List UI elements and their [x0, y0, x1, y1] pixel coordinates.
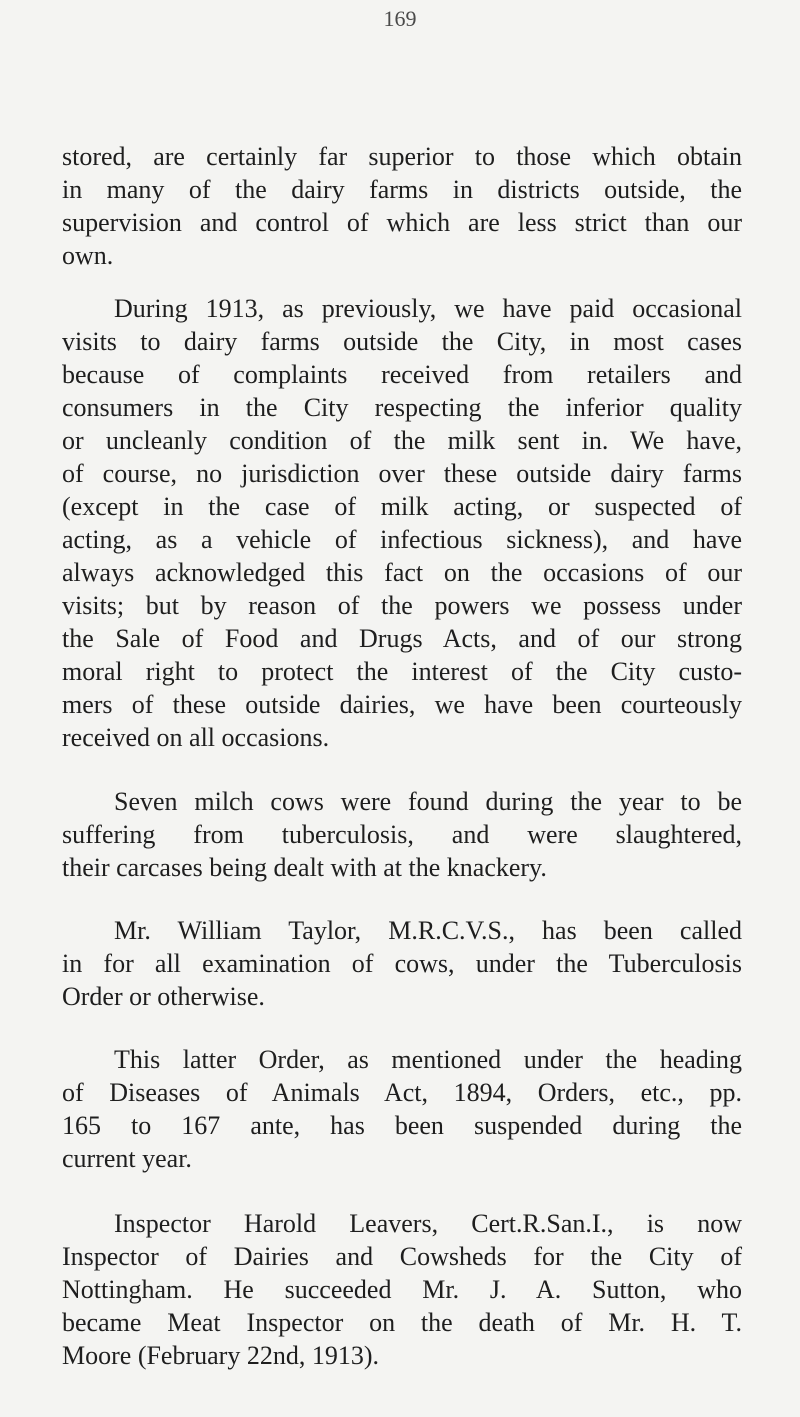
text-line: became Meat Inspector on the death of Mr. H. T.: [62, 1308, 742, 1337]
text-line: or uncleanly condition of the milk sent in. We have,: [62, 426, 742, 455]
text-line: This latter Order, as mentioned under the heading: [114, 1045, 742, 1074]
text-line: Inspector Harold Leavers, Cert.R.San.I., is now: [114, 1209, 742, 1238]
paragraph-2: [62, 292, 742, 754]
text-line: mers of these outside dairies, we have been courteously: [62, 690, 742, 719]
paragraph-3: [62, 785, 742, 884]
text-line: Inspector of Dairies and Cowsheds for the City of: [62, 1242, 742, 1271]
text-line: Order or otherwise.: [62, 982, 265, 1011]
paragraph-5: [62, 1043, 742, 1175]
text-line: visits; but by reason of the powers we possess under: [62, 591, 742, 620]
text-line: (except in the case of milk acting, or suspected of: [62, 492, 742, 521]
text-line: because of complaints received from retailers and: [62, 360, 742, 389]
text-line: visits to dairy farms outside the City, in most cases: [62, 327, 742, 356]
text-line: of Diseases of Animals Act, 1894, Orders, etc., pp.: [62, 1078, 742, 1107]
text-line: the Sale of Food and Drugs Acts, and of our strong: [62, 624, 742, 653]
text-line: own.: [62, 241, 114, 270]
text-line: stored, are certainly far superior to those which obtain: [62, 142, 742, 171]
paragraph-1: [62, 140, 742, 272]
text-line: Seven milch cows were found during the year to be: [114, 787, 742, 816]
text-line: in for all examination of cows, under the Tuberculosis: [62, 949, 742, 978]
text-line: Mr. William Taylor, M.R.C.V.S., has been called: [114, 916, 742, 945]
text-line: acting, as a vehicle of infectious sickness), and have: [62, 525, 742, 554]
text-line: Nottingham. He succeeded Mr. J. A. Sutton, who: [62, 1275, 742, 1304]
paragraph-6: [62, 1207, 742, 1372]
text-line: moral right to protect the interest of the City custo-: [62, 657, 742, 686]
text-line: always acknowledged this fact on the occasions of our: [62, 558, 742, 587]
text-line: suffering from tuberculosis, and were slaughtered,: [62, 820, 742, 849]
page-number: 169: [383, 6, 417, 31]
text-line: supervision and control of which are less strict than our: [62, 208, 742, 237]
text-line: consumers in the City respecting the inferior quality: [62, 393, 742, 422]
paragraph-4: [62, 914, 742, 1013]
text-line: Moore (February 22nd, 1913).: [62, 1341, 379, 1370]
text-line: of course, no jurisdiction over these outside dairy farms: [62, 459, 742, 488]
text-line: in many of the dairy farms in districts outside, the: [62, 175, 742, 204]
text-line: 165 to 167 ante, has been suspended during the: [62, 1111, 742, 1140]
text-line: current year.: [62, 1144, 192, 1173]
text-line: During 1913, as previously, we have paid occasional: [114, 294, 742, 323]
text-line: their carcases being dealt with at the knackery.: [62, 853, 547, 882]
text-line: received on all occasions.: [62, 723, 330, 752]
body-text: [62, 140, 742, 1372]
